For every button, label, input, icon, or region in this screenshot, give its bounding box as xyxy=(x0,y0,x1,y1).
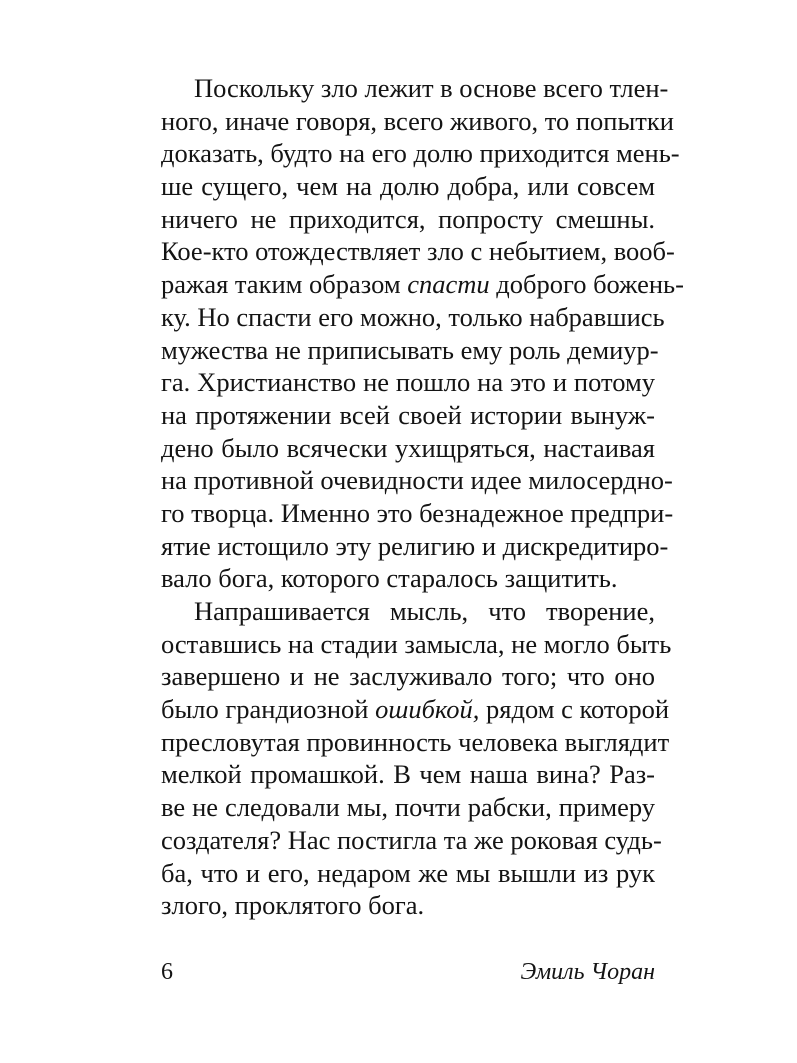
text-line: Поскольку зло лежит в основе всего тлен- xyxy=(194,73,669,103)
text-line: дено было всячески ухищряться, настаивая xyxy=(161,432,655,463)
text-run: было грандиозной xyxy=(161,694,376,725)
text-line: ку. Но спасти его можно, только набравшись xyxy=(161,301,665,332)
text-line: га. Христианство не пошло на это и потому xyxy=(161,367,655,398)
text-line: завершено и не заслуживало того; что оно xyxy=(161,661,655,692)
text-line: ничего не приходится, попросту смешны. xyxy=(161,203,655,234)
text-run: ражая таким образом xyxy=(161,269,408,300)
text-line: го творца. Именно это безнадежное предпри- xyxy=(161,497,674,528)
text-line: мелкой промашкой. В чем наша вина? Раз- xyxy=(161,759,655,790)
text-line: пресловутая провинность человека выглядит xyxy=(161,726,670,757)
text-line: ятие истощило эту религию и дискредитиро- xyxy=(161,530,669,561)
text-line xyxy=(161,268,684,301)
text-line: на противной очевидности идее милосердно- xyxy=(161,465,673,496)
paragraph-2 xyxy=(161,595,672,922)
text-line: ного, иначе говоря, всего живого, то попытки xyxy=(161,105,674,136)
text-line: мужества не приписывать ему роль демиур- xyxy=(161,334,659,365)
text-line: вало бога, которого старалось защитить. xyxy=(161,563,618,594)
text-run: доброго божень- xyxy=(489,269,684,300)
text-line: ше сущего, чем на долю добра, или совсем xyxy=(161,171,655,202)
text-line: Напрашивается мысль, что творение, xyxy=(194,596,655,626)
paragraph-1 xyxy=(161,72,684,595)
running-author: Эмиль Чоран xyxy=(520,959,655,985)
page-number: 6 xyxy=(161,959,173,985)
text-line: Кое-кто отождествляет зло с небытием, вооб- xyxy=(161,236,675,267)
text-run: рядом с которой xyxy=(479,694,670,725)
text-line: на протяжении всей своей истории вынуж- xyxy=(161,399,655,430)
text-line: оставшись на стадии замысла, не могло быть xyxy=(161,628,672,659)
text-line: создателя? Нас постигла та же роковая судь- xyxy=(161,824,662,855)
text-line: злого, проклятого бога. xyxy=(161,890,425,921)
text-line xyxy=(161,693,670,726)
text-line: ба, что и его, недаром же мы вышли из рук xyxy=(161,857,655,888)
body-text xyxy=(161,72,684,922)
emphasis-text: спасти xyxy=(407,269,490,300)
text-line: ве не следовали мы, почти рабски, примеру xyxy=(161,792,655,823)
emphasis-text: ошибкой, xyxy=(375,694,480,725)
text-line: доказать, будто на его долю приходится мень- xyxy=(161,138,680,169)
page-footer xyxy=(161,955,655,989)
